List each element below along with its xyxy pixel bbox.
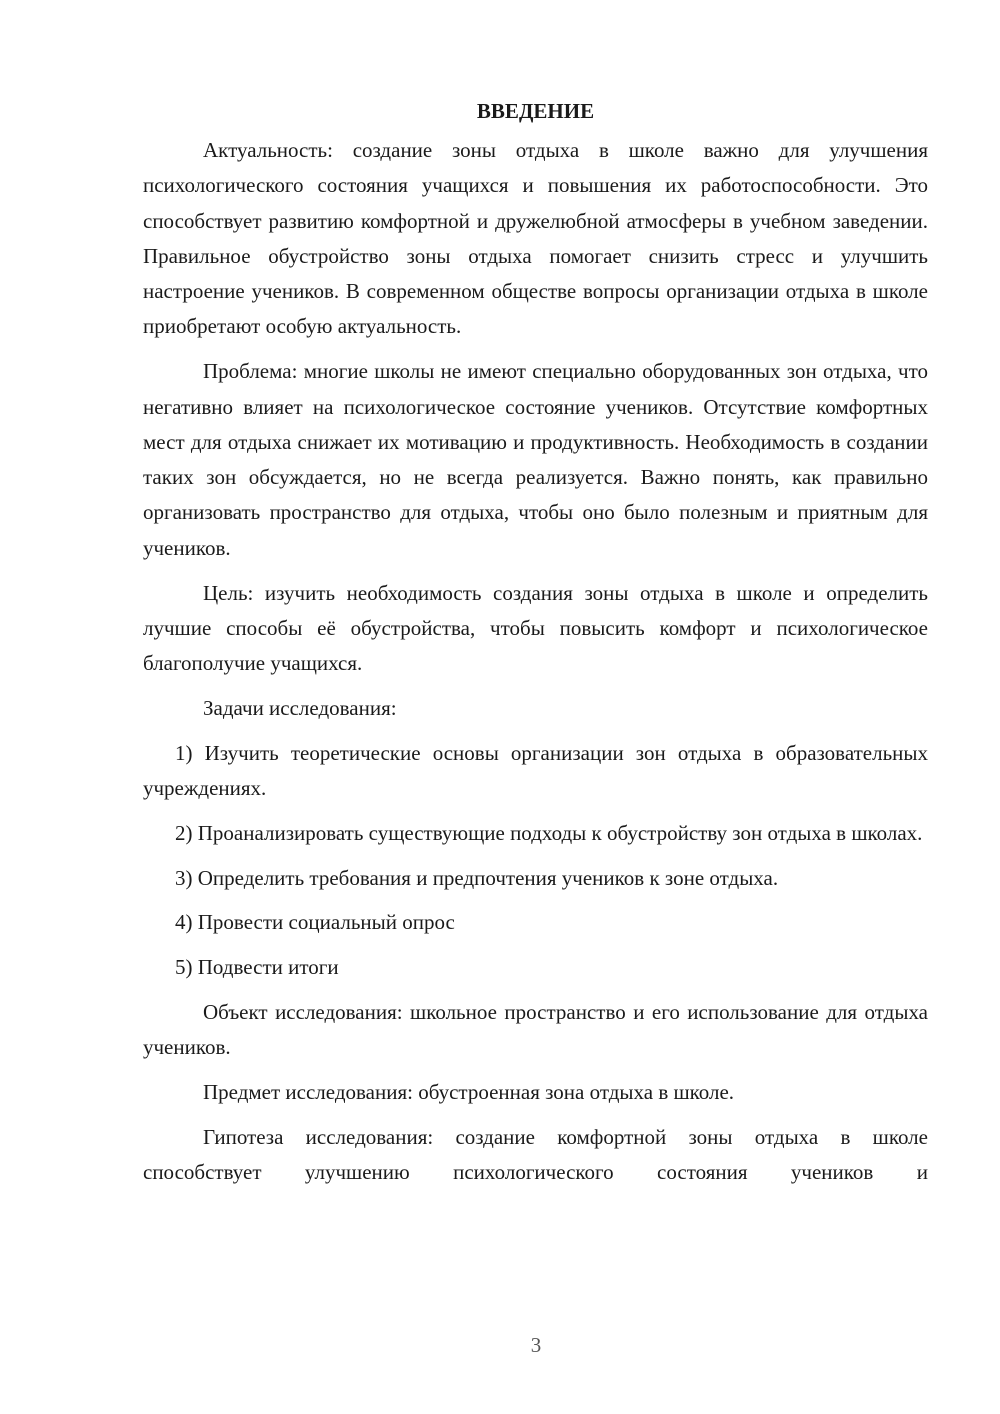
paragraph-problem: Проблема: многие школы не имеют специально оборудованных зон отдыха, что негативно влияет на психологическое состояние учеников. Отсутствие комфортных мест для отдыха снижает их мотивацию и продуктивность. Необходимость в создании таких зон обсуждается, но не всегда реализуется. Важно понять, как правильно организовать пространство для отдыха, чтобы оно было полезным и приятным для учеников. (143, 359, 928, 560)
paragraph-relevance: Актуальность: создание зоны отдыха в школе важно для улучшения психологического состояния учащихся и повышения их работоспособности. Это способствует развитию комфортной и дружелюбной атмосферы в учебном заведении. Правильное обустройство зоны отдыха помогает снизить стресс и улучшить настроение учеников. В современном обществе вопросы организации отдыха в школе приобретают особую актуальность. (143, 138, 928, 339)
task-item-5: 5) Подвести итоги (175, 955, 339, 980)
task-item-4: 4) Провести социальный опрос (175, 910, 455, 935)
paragraph-object: Объект исследования: школьное пространство и его использование для отдыха учеников. (143, 1000, 928, 1060)
paragraph-hypothesis: Гипотеза исследования: создание комфортной зоны отдыха в школе способствует улучшению психологического состояния учеников и (143, 1124, 928, 1185)
document-page (143, 93, 928, 1191)
task-item-2: 2) Проанализировать существующие подходы к обустройству зон отдыха в школах. (175, 820, 923, 845)
paragraph-subject: Предмет исследования: обустроенная зона отдыха в школе. (203, 1080, 735, 1105)
task-item-3: 3) Определить требования и предпочтения учеников к зоне отдыха. (175, 865, 779, 890)
task-item-1: 1) Изучить теоретические основы организации зон отдыха в образовательных учреждениях. (143, 740, 928, 801)
page-title: ВВЕДЕНИЕ (476, 99, 595, 123)
paragraph-goal: Цель: изучить необходимость создания зоны отдыха в школе и определить лучшие способы её обустройства, чтобы повысить комфорт и психологическое благополучие учащихся. (143, 580, 928, 676)
paragraph-tasks-heading: Задачи исследования: (203, 695, 397, 720)
page-number: 3 (530, 1333, 542, 1357)
